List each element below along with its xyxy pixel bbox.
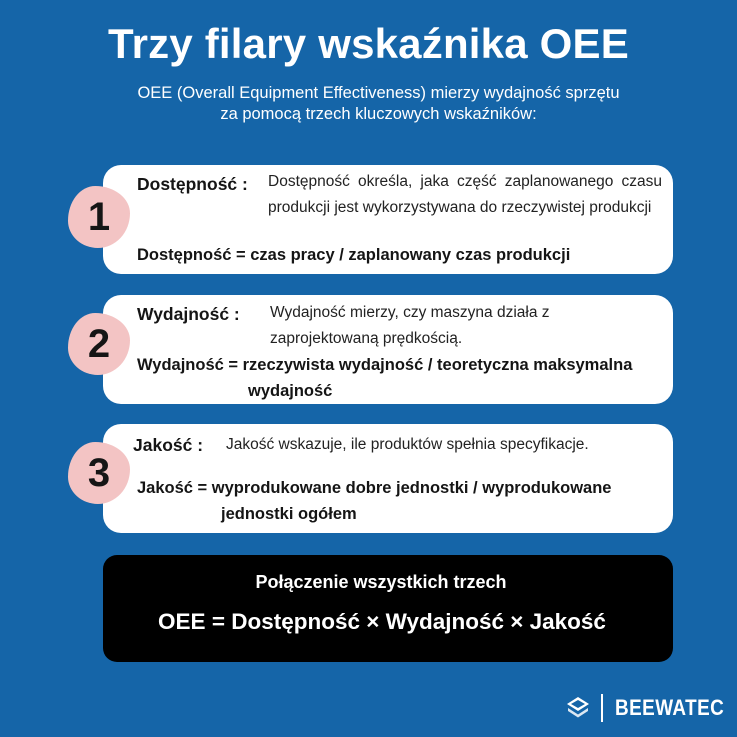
pillar-description: Dostępność określa, jaka część zaplanowanego czasu produkcji jest wykorzystywana do rzeczywistej produkcji (268, 173, 662, 216)
page-title: Trzy filary wskaźnika OEE (108, 20, 629, 67)
summary-title: Połączenie wszystkich trzech (255, 572, 507, 592)
subtitle-line-1: OEE (Overall Equipment Effectiveness) mierzy wydajność sprzętu (137, 84, 620, 102)
pillar-formula-line-2: jednostki ogółem (221, 505, 357, 523)
pillar-number-badge: 1 (68, 186, 130, 248)
page-subtitle (60, 83, 697, 125)
pillar-label: Wydajność : (137, 304, 240, 324)
pillar-description: Jakość wskazuje, ile produktów spełnia specyfikacje. (226, 436, 589, 453)
pillar-formula-line-1: Jakość = wyprodukowane dobre jednostki / wyprodukowane (137, 479, 612, 497)
pillar-number-badge: 3 (68, 442, 130, 504)
subtitle-line-2: za pomocą trzech kluczowych wskaźników: (220, 105, 537, 123)
pillar-label: Dostępność : (137, 174, 248, 194)
brand-logo (565, 690, 737, 726)
pillar-label: Jakość : (133, 435, 204, 455)
beewatec-logo-icon (565, 695, 591, 721)
summary-formula: OEE = Dostępność × Wydajność × Jakość (158, 609, 606, 634)
pillar-description-line-2: zaprojektowaną prędkością. (270, 330, 463, 347)
pillar-formula: Dostępność = czas pracy / zaplanowany czas produkcji (137, 246, 571, 264)
pillar-number-badge: 2 (68, 313, 130, 375)
pillar-formula-line-2: wydajność (248, 382, 333, 400)
brand-name: BEEWATEC (614, 695, 724, 720)
logo-divider (601, 694, 603, 722)
pillar-description-line-1: Wydajność mierzy, czy maszyna działa z (270, 304, 550, 321)
pillar-formula-line-1: Wydajność = rzeczywista wydajność / teoretyczna maksymalna (137, 356, 633, 374)
